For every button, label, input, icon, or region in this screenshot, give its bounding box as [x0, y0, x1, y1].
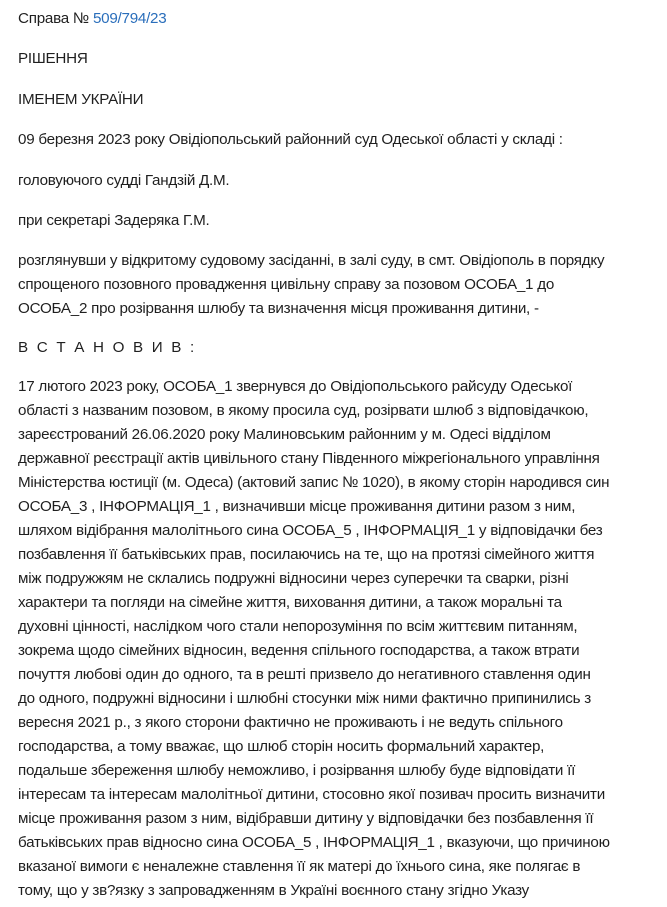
paragraph-line: державної реєстрації актів цивільного стану Південного міжрегіонального управління: [18, 450, 600, 467]
paragraph-line: 17 лютого 2023 року, ОСОБА_1 звернувся до Овідіопольського райсуду Одеської: [18, 378, 573, 395]
paragraph-line: тому, що у зв?язку з запровадженням в Україні воєнного стану згідно Указу: [18, 882, 529, 899]
paragraph-line: Міністерства юстиції (м. Одеса) (актовий запис № 1020), в якому сторін народився син: [18, 474, 610, 491]
paragraph-line: духовні цінності, наслідком чого стали непорозуміння по всім життєвим питанням,: [18, 618, 578, 635]
paragraph-line: зареєстрований 26.06.2020 року Малиновським районним у м. Одесі відділом: [18, 426, 551, 443]
paragraph-line: зокрема щодо сімейних відносин, ведення спільного господарства, а також втрати: [18, 642, 580, 659]
paragraph-line: вказаної вимоги є неналежне ставлення її як матері до їхнього сина, яке полягає в: [18, 858, 581, 875]
paragraph-line: почуття любові один до одного, та в решті призвело до негативного ставлення один: [18, 666, 591, 683]
decision-subheading: ІМЕНЕМ УКРАЇНИ: [18, 91, 144, 108]
paragraph-line: вересня 2021 р., з якого сторони фактично не проживають і не ведуть спільного: [18, 714, 563, 731]
paragraph-line: області з названим позовом, в якому просила суд, розірвати шлюб з відповідачкою,: [18, 402, 589, 419]
court-secretary: при секретарі Задеряка Г.М.: [18, 212, 210, 229]
case-number-label: Справа №: [18, 10, 89, 27]
paragraph-line: подальше збереження шлюбу неможливо, і розірвання шлюбу буде відповідати її: [18, 762, 576, 779]
paragraph-line: ОСОБА_3 , ІНФОРМАЦІЯ_1 , визначивши місце проживання дитини разом з ним,: [18, 498, 576, 515]
paragraph-line: інтересам та інтересам малолітньої дитини, стосовно якої позивач просить визначити: [18, 786, 605, 803]
paragraph-line: спрощеного позовного провадження цивільну справу за позовом ОСОБА_1 до: [18, 276, 555, 293]
case-number-line: [18, 9, 166, 29]
paragraph-line: шляхом відібрання малолітнього сина ОСОБА_5 , ІНФОРМАЦІЯ_1 у відповідачки без: [18, 522, 603, 539]
paragraph-line: між подружжям не склались подружні відносини через суперечки та сварки, різні: [18, 570, 569, 587]
paragraph-line: господарства, а тому вважає, що шлюб сторін носить формальний характер,: [18, 738, 545, 755]
paragraph-line: до одного, подружні відносини і шлюбні стосунки між ними фактично припинились з: [18, 690, 591, 707]
paragraph-line: ОСОБА_2 про розірвання шлюбу та визначення місця проживання дитини, -: [18, 300, 539, 317]
established-heading: В С Т А Н О В И В :: [18, 339, 197, 356]
decision-heading: РІШЕННЯ: [18, 50, 88, 67]
paragraph-line: розглянувши у відкритому судовому засіданні, в залі суду, в смт. Овідіополь в порядку: [18, 252, 605, 269]
paragraph-line: позбавлення її батьківських прав, посилаючись на те, що на протязі сімейного життя: [18, 546, 595, 563]
case-number-link[interactable]: 509/794/23: [92, 10, 167, 27]
paragraph-line: характери та погляди на сімейне життя, виховання дитини, а також моральні та: [18, 594, 562, 611]
court-composition: 09 березня 2023 року Овідіопольський районний суд Одеської області у складі :: [18, 131, 563, 148]
presiding-judge: головуючого судді Гандзій Д.М.: [18, 172, 230, 189]
paragraph-line: батьківських прав відносно сина ОСОБА_5 , ІНФОРМАЦІЯ_1 , вказуючи, що причиною: [18, 834, 610, 851]
paragraph-line: місце проживання разом з ним, відібравши дитину у відповідачки без позбавлення її: [18, 810, 594, 827]
